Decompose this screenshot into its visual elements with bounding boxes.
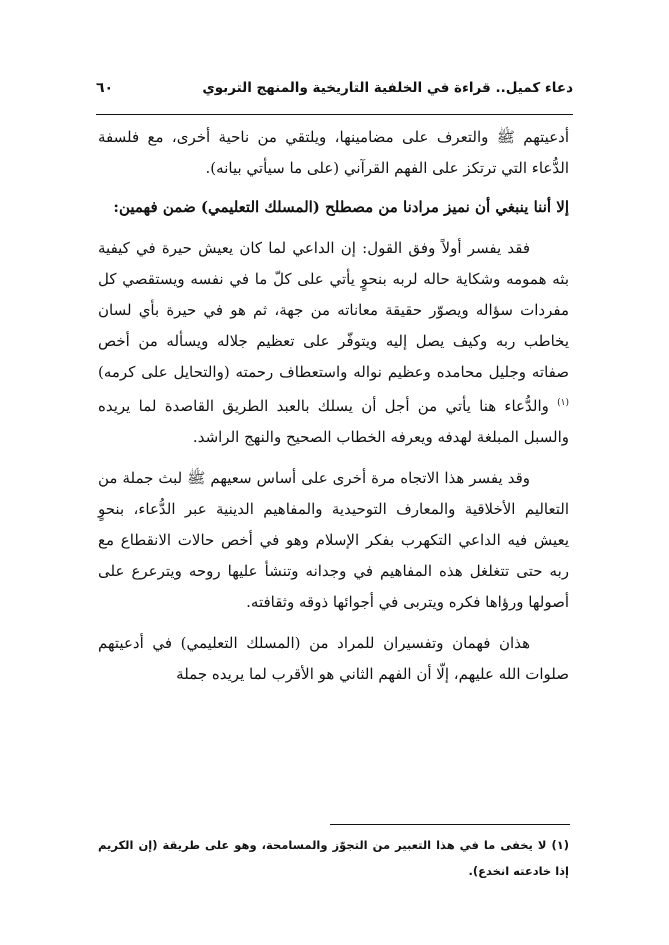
paragraph-4: وقد يفسر هذا الاتجاه مرة أخرى على أساس سعيهم ﷺ لبث جملة من التعاليم الأخلاقية والمعارف التوحيدية والمفاهيم الدينية عبر الدُّعاء، بنحوٍ يعيش فيه الداعي التكهرب بفكر الإسلام وهو في أخص حالات الانقطاع مع ربه حتى تتغلغل هذه المفاهيم في وجدانه وتنشأ عليها روحه ويترعرع على أصولها ورؤاها فكره ويتربى في أجوائها ذوقه وثقافته. bbox=[98, 469, 569, 611]
running-header bbox=[96, 76, 573, 100]
body-text bbox=[98, 122, 569, 690]
footnote bbox=[98, 832, 569, 884]
footnote-rule bbox=[330, 824, 570, 825]
paragraph-5: هذان فهمان وتفسيران للمراد من (المسلك التعليمي) في أدعيتهم صلوات الله عليهم، إلّا أن الفهم الثاني هو الأقرب لما يريده جملة bbox=[98, 634, 569, 683]
paragraph-3 bbox=[98, 233, 569, 453]
paragraph-2-bold: إلا أننا ينبغي أن نميز مرادنا من مصطلح (المسلك التعليمي) ضمن فهمين: bbox=[113, 198, 569, 216]
footnote-reference-mark[interactable]: (١) bbox=[557, 398, 569, 408]
page-number: ٦٠ bbox=[96, 80, 114, 96]
paragraph-1: أدعيتهم ﷺ والتعرف على مضامينها، ويلتقي من ناحية أخرى، مع فلسفة الدُّعاء التي ترتكز على الفهم القرآني (على ما سيأتي بيانه). bbox=[98, 128, 569, 177]
paragraph-3-part-a: فقد يفسر أولاً وفق القول: إن الداعي لما كان يعيش حيرة في كيفية بثه همومه وشكاية حاله لربه بنحوٍ يأتي على كلّ ما في نفسه ويستقصي كل مفردات سؤاله ويصوّر حقيقة معاناته من جهة، ثم هو في حيرة بأي لسان يخاطب ربه وكيف يصل إليه ويتوفّر على تعظيم جلاله ويسأله من أخص صفاته وجليل محامده وعظيم نواله واستعطاف رحمته (والتحايل على كرمه) bbox=[98, 239, 569, 381]
running-title: دعاء كميل.. قراءة في الخلفية التاريخية والمنهج التربوي bbox=[202, 80, 573, 96]
header-rule bbox=[96, 114, 573, 115]
footnote-text: (١) لا يخفى ما في هذا التعبير من التجوّز والمسامحة، وهو على طريقة (إن الكريم إذا خادعته انخدع). bbox=[98, 838, 569, 878]
paragraph-3-part-b: والدُّعاء هنا يأتي من أجل أن يسلك بالعبد الطريق القاصدة لما يريده والسبل المبلغة لهدفه ويعرفه الخطاب الصحيح والنهج الراشد. bbox=[98, 397, 569, 446]
